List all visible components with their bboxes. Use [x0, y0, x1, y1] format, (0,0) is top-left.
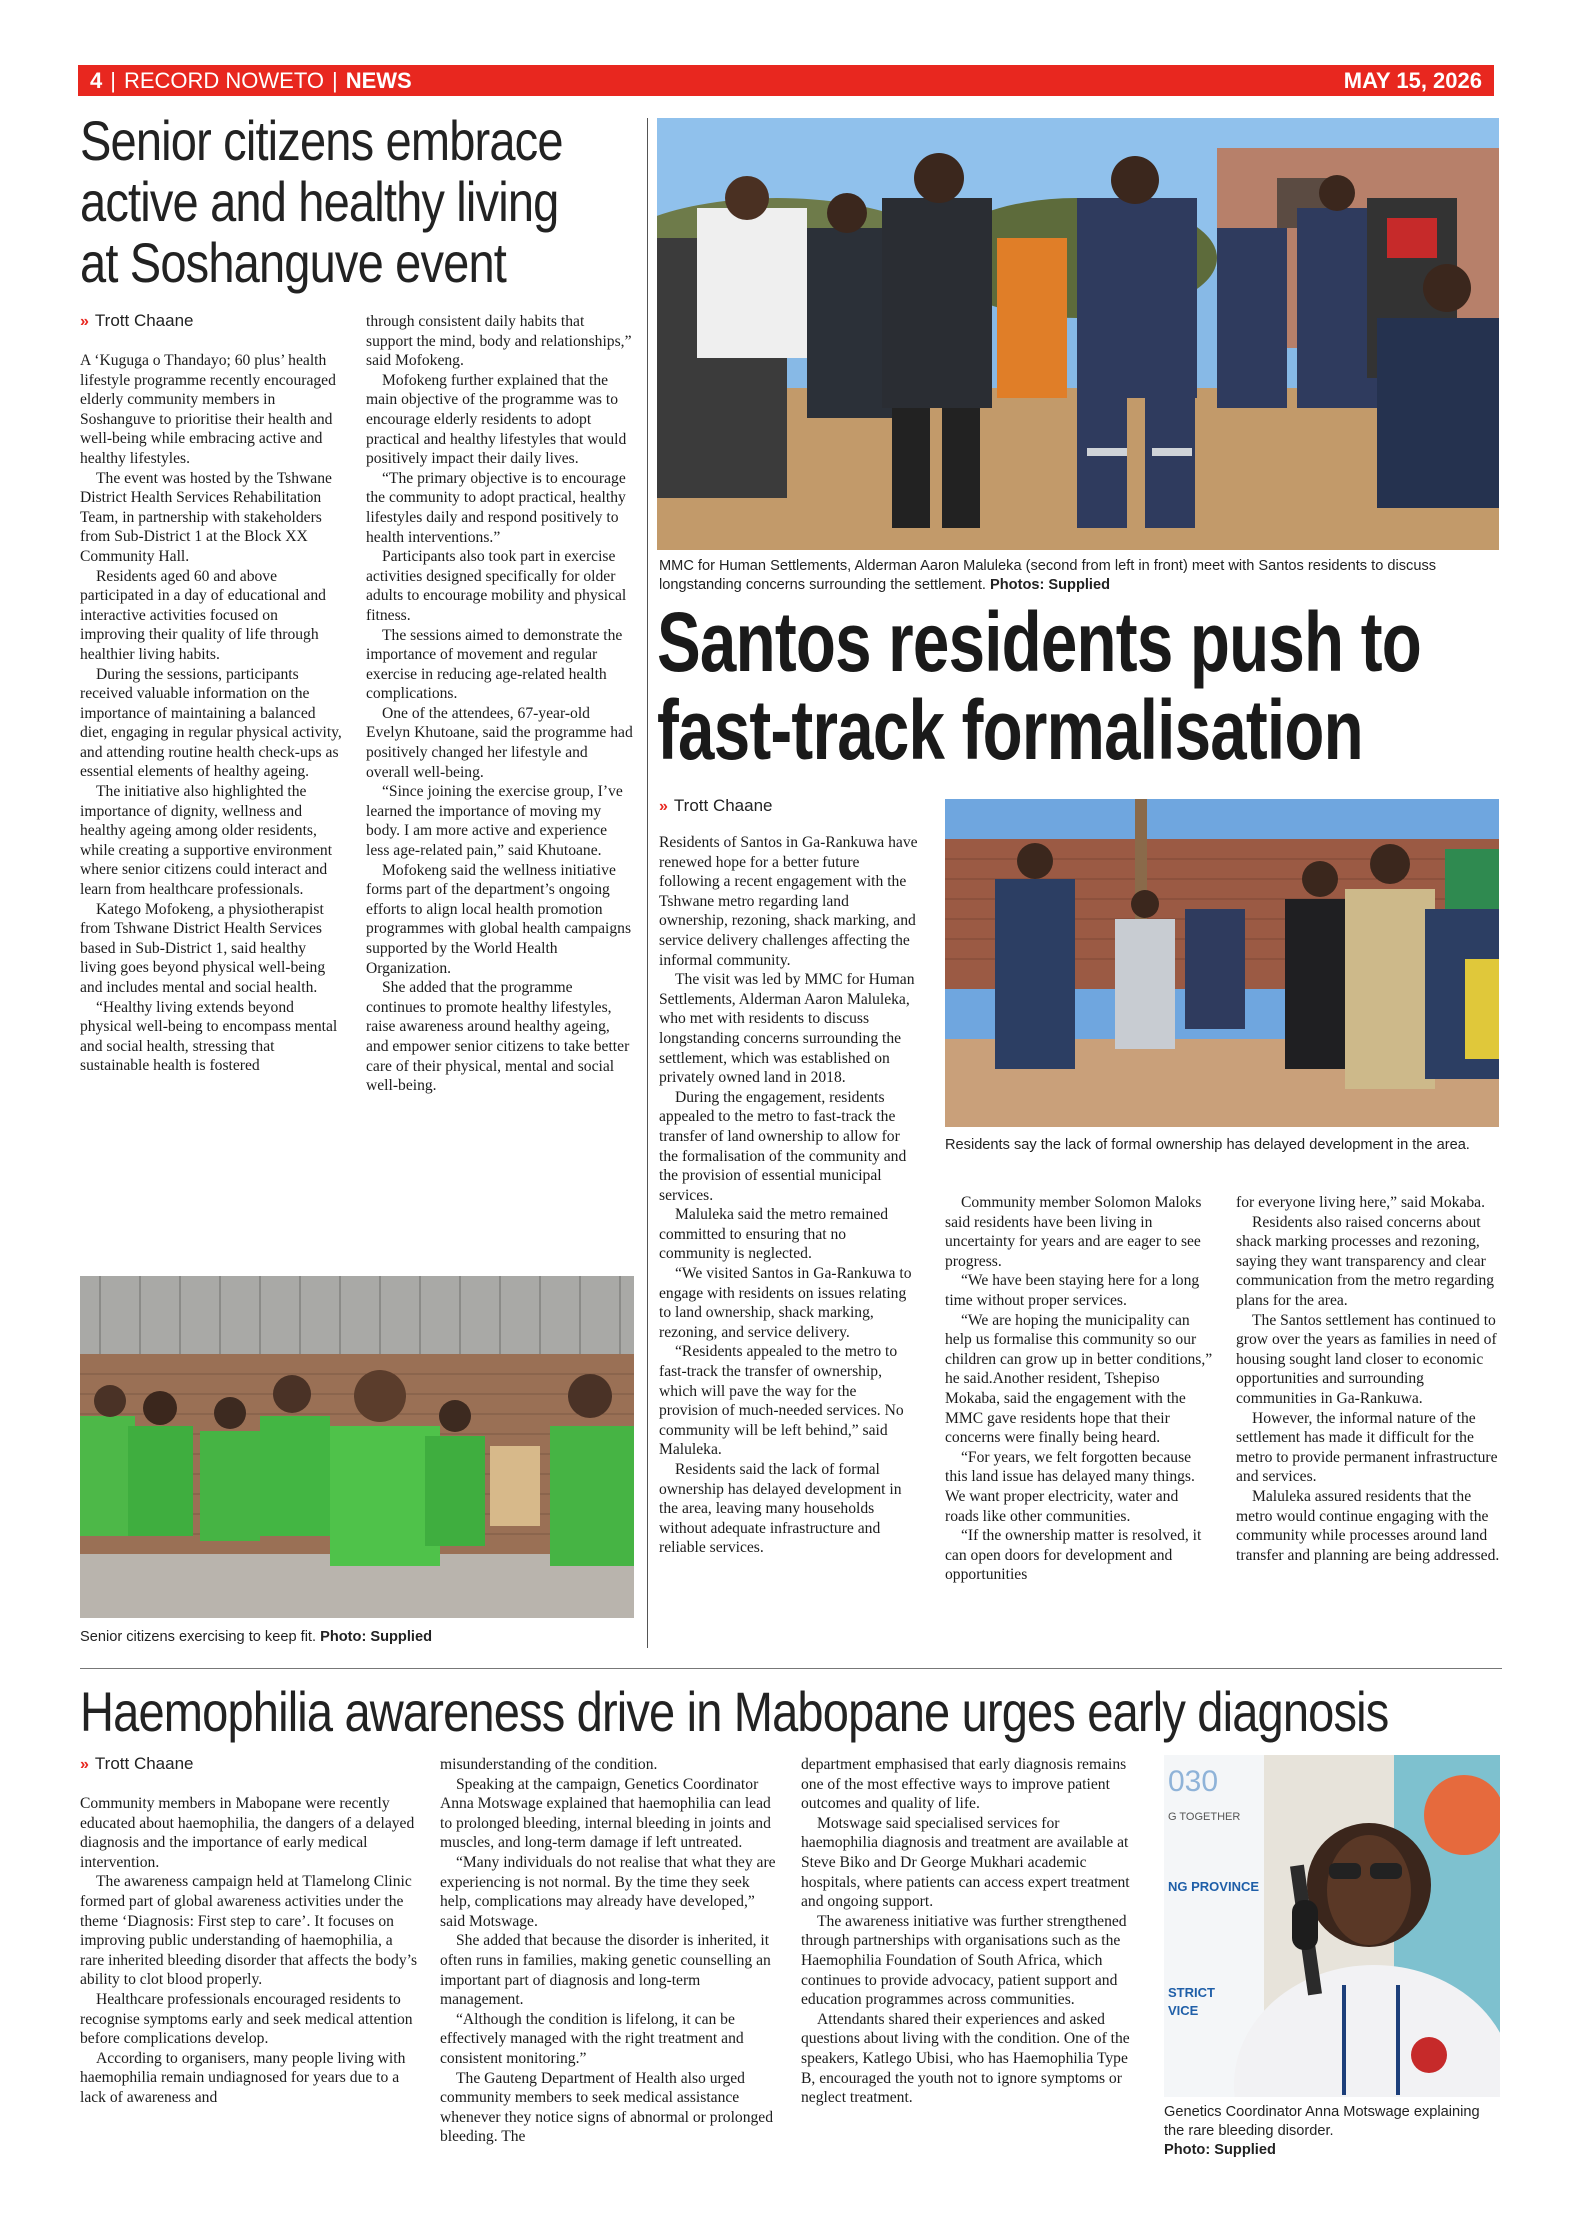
paragraph: “We visited Santos in Ga-Rankuwa to engage with residents on issues relating to land ownership, shack marking, rezoning, and service delivery. [659, 1265, 912, 1341]
paragraph: Residents said the lack of formal ownership has delayed development in the area, leaving many households without adequate infrastructure and reliable services. [659, 1461, 902, 1557]
paragraph: Residents also raised concerns about shack marking processes and rezoning, saying they want transparency and clear communication from the metro regarding plans for the area. [1236, 1213, 1495, 1309]
paragraph: Maluleka assured residents that the metro would continue engaging with the community while processes around land transfer and planning are being addressed. [1236, 1487, 1500, 1564]
paragraph: During the engagement, residents appealed to the metro to fast-track the transfer of land ownership to allow for the formalisation of the community and the provision of essential municipal services. [659, 1088, 907, 1204]
paragraph: Residents of Santos in Ga-Rankuwa have renewed hope for a better future following a recent engagement with the Tshwane metro regarding land ownership, rezoning, shack marking, and service delivery challenges affecting the informal community. [659, 834, 918, 969]
paragraph: “If the ownership matter is resolved, it can open doors for development and opportunities [945, 1527, 1202, 1584]
chevron-right-icon: » [659, 798, 668, 815]
paragraph: “Since joining the exercise group, I’ve learned the importance of moving my body. I am more active and experience less age-related pain,” said Khutoane. [366, 783, 623, 860]
paragraph: “We have been staying here for a long time without proper services. [945, 1272, 1200, 1309]
santos-second-photo-caption: Residents say the lack of formal ownership has delayed development in the area. [945, 1137, 1470, 1153]
paragraph: During the sessions, participants received valuable information on the importance of maintaining a balanced diet, engaging in regular physical activity, and attending routine health check-ups as essential elements of healthy ageing. [80, 665, 342, 781]
paragraph: “The primary objective is to encourage the community to adopt practical, healthy lifestyles daily and respond positively to health interventions.” [366, 469, 626, 546]
article3-column-1 [80, 1794, 418, 2108]
anna-motswage-photo [1164, 1755, 1500, 2097]
santos-top-photo-caption: MMC for Human Settlements, Alderman Aaron Maluleka (second from left in front) meet with Santos residents to discuss longstanding concerns surrounding the settlement. Photos: Supplied [659, 558, 1437, 593]
section-divider [80, 1668, 1502, 1669]
article2-headline-line: fast-track formalisation [657, 683, 1363, 777]
paragraph: department emphasised that early diagnosis remains one of the most effective ways to improve patient outcomes and quality of life. [801, 1756, 1127, 1813]
paragraph: Healthcare professionals encouraged residents to recognise symptoms early and seek medical attention before complications develop. [80, 1990, 413, 2048]
paragraph: She added that because the disorder is inherited, it often runs in families, making genetic counselling an important part of diagnosis and long-term management. [440, 1932, 771, 2009]
banner-text: NG PROVINCE [1168, 1879, 1260, 1894]
article2-byline: » Trott Chaane [659, 796, 773, 815]
article1-headline-line: Senior citizens embrace [80, 109, 563, 172]
paragraph: The Santos settlement has continued to grow over the years as families in need of housing sought land closer to economic opportunities and surrounding communities in Ga-Rankuwa. [1236, 1311, 1497, 1407]
article3-byline: » Trott Chaane [80, 1754, 194, 1773]
article1-column-1 [80, 351, 342, 1076]
paragraph: misunderstanding of the condition. [440, 1756, 658, 1773]
paragraph: Mofokeng further explained that the main objective of the programme was to encourage elderly residents to adopt practical and healthy lifestyles that would positively impact their daily lives. [366, 371, 627, 468]
paragraph: Community member Solomon Maloks said residents have been living in uncertainty for years and are eager to see progress. [945, 1194, 1202, 1270]
paragraph: The awareness initiative was further strengthened through partnerships with organisations such as the Haemophilia Foundation of South Africa, which continues to provide advocacy, patient support and education programmes across communities. [801, 1912, 1127, 2009]
paragraph: for everyone living here,” said Mokaba. [1236, 1194, 1485, 1211]
banner-text: STRICT [1168, 1985, 1215, 2000]
paragraph: According to organisers, many people living with haemophilia remain undiagnosed for years due to a lack of awareness and [80, 2049, 406, 2106]
paragraph: “Many individuals do not realise that what they are experiencing is not normal. By the time they seek help, complications may already have developed,” said Motswage. [440, 1853, 776, 1930]
paragraph: through consistent daily habits that support the mind, body and relationships,” said Mofokeng. [366, 313, 632, 370]
paragraph: Speaking at the campaign, Genetics Coordinator Anna Motswage explained that haemophilia can lead to prolonged bleeding, internal bleeding in joints and muscles, and long-term damage if left untreated. [440, 1775, 771, 1852]
anna-photo-caption: Genetics Coordinator Anna Motswage explaining the rare bleeding disorder. Photo: Supplied [1164, 2104, 1480, 2158]
page-header-bar: 4 | RECORD NOWETO | NEWS MAY 15, 2026 [78, 65, 1494, 96]
paragraph: The sessions aimed to demonstrate the importance of movement and regular exercise in reducing age-related health complications. [366, 626, 623, 703]
banner-text: G TOGETHER [1168, 1811, 1241, 1823]
paragraph: However, the informal nature of the settlement has made it difficult for the metro to provide permanent infrastructure and services. [1236, 1409, 1498, 1486]
article2-headline [657, 595, 1557, 777]
paragraph: Community members in Mabopane were recently educated about haemophilia, the dangers of a delayed diagnosis and the importance of early medical intervention. [80, 1795, 415, 1871]
section-name: NEWS [345, 68, 412, 93]
paragraph: “Although the condition is lifelong, it can be effectively managed with the right treatment and consistent monitoring.” [440, 2010, 744, 2067]
santos-residents-photo [945, 799, 1499, 1127]
paragraph: The visit was led by MMC for Human Settlements, Alderman Aaron Maluleka, who met with residents to discuss longstanding concerns surrounding the settlement, which was established on privately owned land in 2018. [659, 971, 915, 1087]
banner-text: 030 [1168, 1765, 1219, 1798]
page-number: 4 [90, 68, 103, 93]
article3-headline: Haemophilia awareness drive in Mabopane urges early diagnosis [80, 1680, 1389, 1743]
paragraph: The Gauteng Department of Health also urged community members to seek medical assistance whenever they notice signs of abnormal or prolonged bleeding. The [440, 2069, 774, 2146]
paragraph: A ‘Kuguga o Thandayo; 60 plus’ health lifestyle programme recently encouraged elderly community members in Soshanguve to prioritise their health and well-being while embracing active and healthy lifestyles. [80, 352, 336, 467]
article2-column-3 [1236, 1193, 1502, 1565]
paragraph: Attendants shared their experiences and asked questions about living with the condition. One of the speakers, Katlego Ubisi, who has Haemophilia Type B, encouraged the youth not to ignore symptoms or neglect treatment. [801, 2010, 1130, 2107]
paragraph: “Healthy living extends beyond physical well-being to encompass mental and social health, stressing that sustainable health is fostered [80, 998, 338, 1075]
article2-column-1 [659, 833, 919, 1558]
photo-credit: Photo: Supplied [1164, 2142, 1276, 2158]
paragraph: She added that the programme continues to promote healthy lifestyles, raise awareness around healthy ageing, and empower senior citizens to take better care of their physical, mental and social well-being. [366, 979, 630, 1095]
article2-column-2 [945, 1193, 1215, 1585]
article1-headline [80, 110, 640, 293]
paragraph: Residents aged 60 and above participated in a day of educational and interactive activities focused on improving their quality of life through healthier living habits. [80, 567, 326, 663]
paragraph: Mofokeng said the wellness initiative forms part of the department’s ongoing efforts to align local health promotion programmes with global health campaigns supported by the World Health Organization. [366, 861, 632, 977]
seniors-photo-caption: Senior citizens exercising to keep fit. Photo: Supplied [80, 1629, 432, 1645]
article3-column-3 [801, 1755, 1139, 2108]
article1-byline: » Trott Chaane [80, 311, 194, 330]
chevron-right-icon: » [80, 313, 89, 330]
paragraph: The initiative also highlighted the importance of dignity, wellness and healthy ageing among older residents, while creating a supportive environment where senior citizens could interact and learn from healthcare professionals. [80, 783, 333, 899]
article1-column-2 [366, 312, 634, 1096]
photo-credit: Photos: Supplied [990, 577, 1111, 593]
paragraph: One of the attendees, 67-year-old Evelyn Khutoane, said the programme had positively changed her lifestyle and overall well-being. [366, 704, 633, 781]
article2-headline-line: Santos residents push to [657, 595, 1422, 689]
chevron-right-icon: » [80, 1756, 89, 1773]
paragraph: Maluleka said the metro remained committed to ensuring that no community is neglected. [659, 1206, 889, 1263]
seniors-exercise-photo [80, 1276, 634, 1618]
photo-credit: Photo: Supplied [320, 1629, 432, 1645]
publication-name: RECORD NOWETO [123, 68, 325, 93]
paragraph: “We are hoping the municipality can help us formalise this community so our children can grow up in better conditions,” he said.Another resident, Tshepiso Mokaba, said the engagement with the MMC gave residents hope that their concerns were finally being heard. [945, 1311, 1213, 1447]
article3-column-2 [440, 1755, 778, 2147]
paragraph: “Residents appealed to the metro to fast-track the transfer of ownership, which will pave the way for the provision of much-needed services. No community will be left behind,” said Maluleka. [659, 1343, 904, 1459]
column-divider [647, 118, 648, 1648]
paragraph: The awareness campaign held at Tlamelong Clinic formed part of global awareness activities under the theme ‘Diagnosis: First step to care’. It focuses on improving public understanding of haemophilia, a rare inherited bleeding disorder that affects the body’s ability to clot blood properly. [80, 1873, 418, 1989]
paragraph: The event was hosted by the Tshwane District Health Services Rehabilitation Team, in partnership with stakeholders from Sub-District 1 at the Block XX Community Hall. [80, 469, 332, 565]
paragraph: Katego Mofokeng, a physiotherapist from Tshwane District Health Services based in Sub-District 1, said healthy living goes beyond physical well-being and includes mental and social health. [80, 900, 326, 996]
article1-headline-line: active and healthy living [80, 170, 559, 233]
article1-headline-line: at Soshanguve event [80, 231, 507, 294]
banner-text: VICE [1168, 2003, 1199, 2018]
issue-date: MAY 15, 2026 [1343, 68, 1482, 93]
paragraph: “For years, we felt forgotten because this land issue has delayed many things. We want proper electricity, water and roads like other communities. [945, 1448, 1195, 1525]
santos-meeting-photo [657, 118, 1499, 550]
paragraph: Participants also took part in exercise activities designed specifically for older adults to encourage mobility and physical fitness. [366, 548, 627, 624]
paragraph: Motswage said specialised services for haemophilia diagnosis and treatment are available at Steve Biko and Dr George Mukhari academic hospitals, where patients can access expert treatment and ongoing support. [801, 1814, 1130, 1911]
